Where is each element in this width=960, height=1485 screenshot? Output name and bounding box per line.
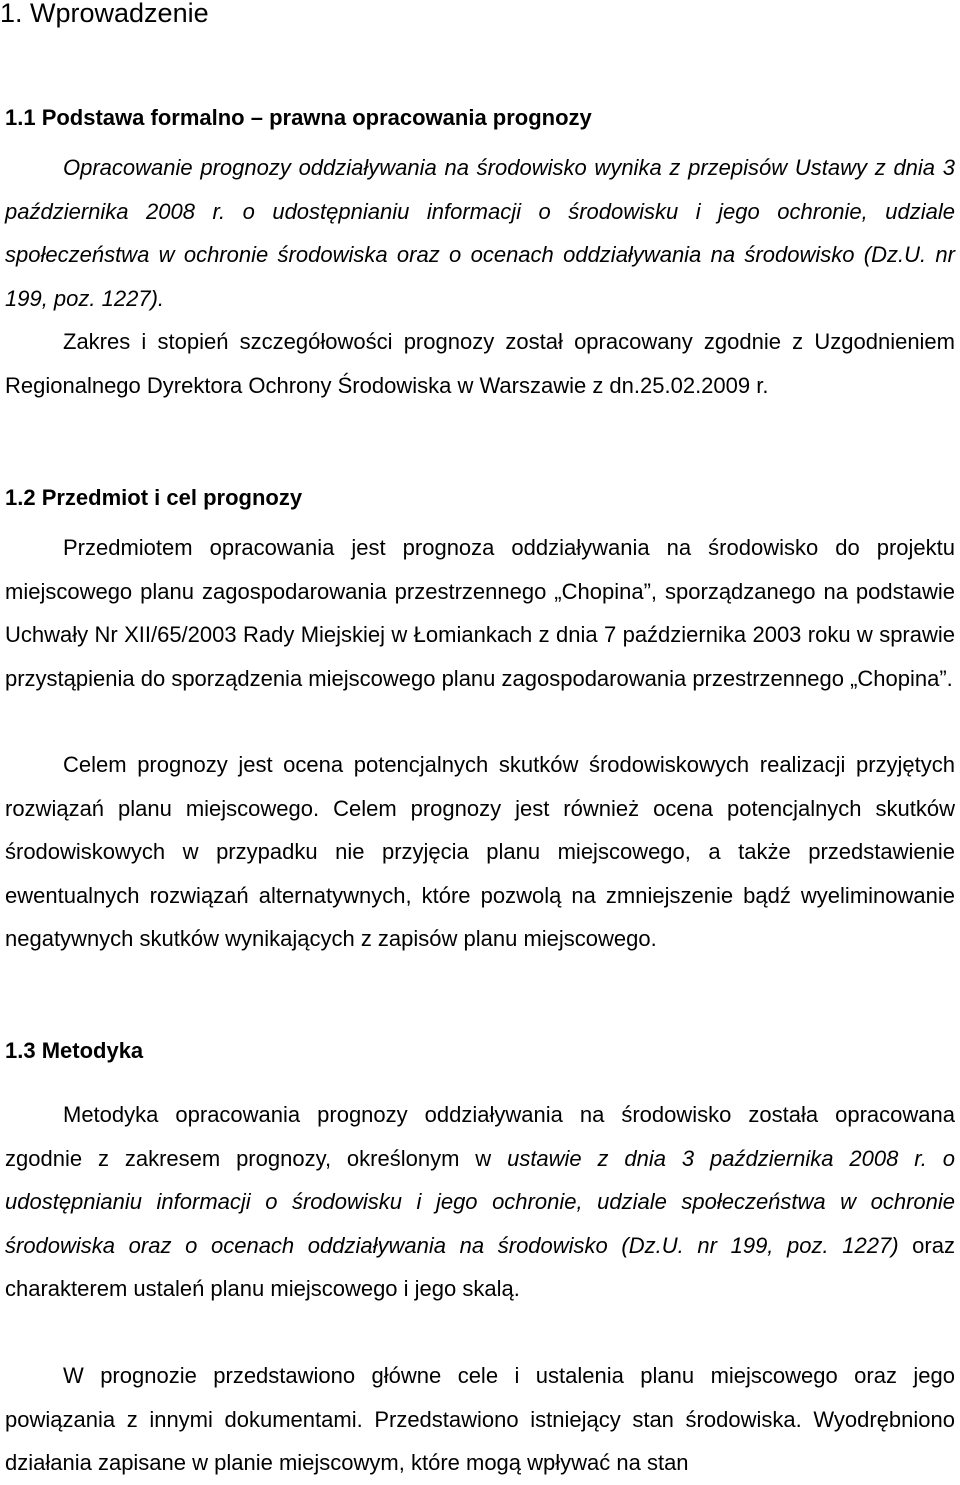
paragraph-scope: Zakres i stopień szczegółowości prognozy został opracowany zgodnie z Uzgodnieniem Regionalnego Dyrektora Ochrony Środowiska w Warszawie z dn.25.02.2009 r. bbox=[5, 329, 955, 398]
paragraph-methodology-before: Metodyka opracowania prognozy oddziaływania na środowisko została opracowana zgodnie z zakresem prognozy, określonym w bbox=[5, 1102, 955, 1171]
section-heading-1-1: 1.1 Podstawa formalno – prawna opracowania prognozy bbox=[5, 105, 592, 130]
paragraph-legal-basis bbox=[5, 146, 955, 320]
section-heading-1-2: 1.2 Przedmiot i cel prognozy bbox=[5, 485, 303, 510]
section-heading-1-3: 1.3 Metodyka bbox=[5, 1038, 144, 1063]
paragraph-methodology-act: ustawie z dnia 3 października 2008 r. o udostępnianiu informacji o środowisku i jego ochronie, udziale społeczeństwa w ochronie środowiska oraz o ocenach oddziaływania na środowisko (Dz.U. nr 199, poz. 1227) bbox=[5, 1145, 955, 1258]
paragraph-forecast-contents: W prognozie przedstawiono główne cele i ustalenia planu miejscowego oraz jego powiązania z innymi dokumentami. Przedstawiono istniejący stan środowiska. Wyodrębniono działania zapisane w planie miejscowym, które mogą wpływać na stan bbox=[5, 1363, 955, 1475]
paragraph-goal: Celem prognozy jest ocena potencjalnych skutków środowiskowych realizacji przyjętych rozwiązań planu miejscowego. Celem prognozy jest również ocena potencjalnych skutków środowiskowych w przypadku nie przyjęcia planu miejscowego, a także przedstawienie ewentualnych rozwiązań alternatywnych, które pozwolą na zmniejszenie bądź wyeliminowanie negatywnych skutków wynikających z zapisów planu miejscowego. bbox=[5, 752, 955, 951]
paragraph-subject: Przedmiotem opracowania jest prognoza oddziaływania na środowisko do projektu miejscowego planu zagospodarowania przestrzennego „Chopina”, sporządzanego na podstawie Uchwały Nr XII/65/2003 Rady Miejskiej w Łomiankach z dnia 7 października 2003 roku w sprawie przystąpienia do sporządzenia miejscowego planu zagospodarowania przestrzennego „Chopina”. bbox=[5, 535, 955, 691]
chapter-title: 1. Wprowadzenie bbox=[0, 0, 209, 28]
paragraph-methodology bbox=[5, 1093, 955, 1311]
paragraph-methodology-after: oraz charakterem ustaleń planu miejscowego i jego skalą. bbox=[5, 1232, 955, 1301]
paragraph-legal-basis-text: Opracowanie prognozy oddziaływania na środowisko wynika z przepisów Ustawy z dnia 3 października 2008 r. o udostępnianiu informacji o środowisku i jego ochronie, udziale społeczeństwa w ochronie środowiska oraz o ocenach oddziaływania na środowisko (Dz.U. nr 199, poz. 1227). bbox=[5, 155, 955, 311]
